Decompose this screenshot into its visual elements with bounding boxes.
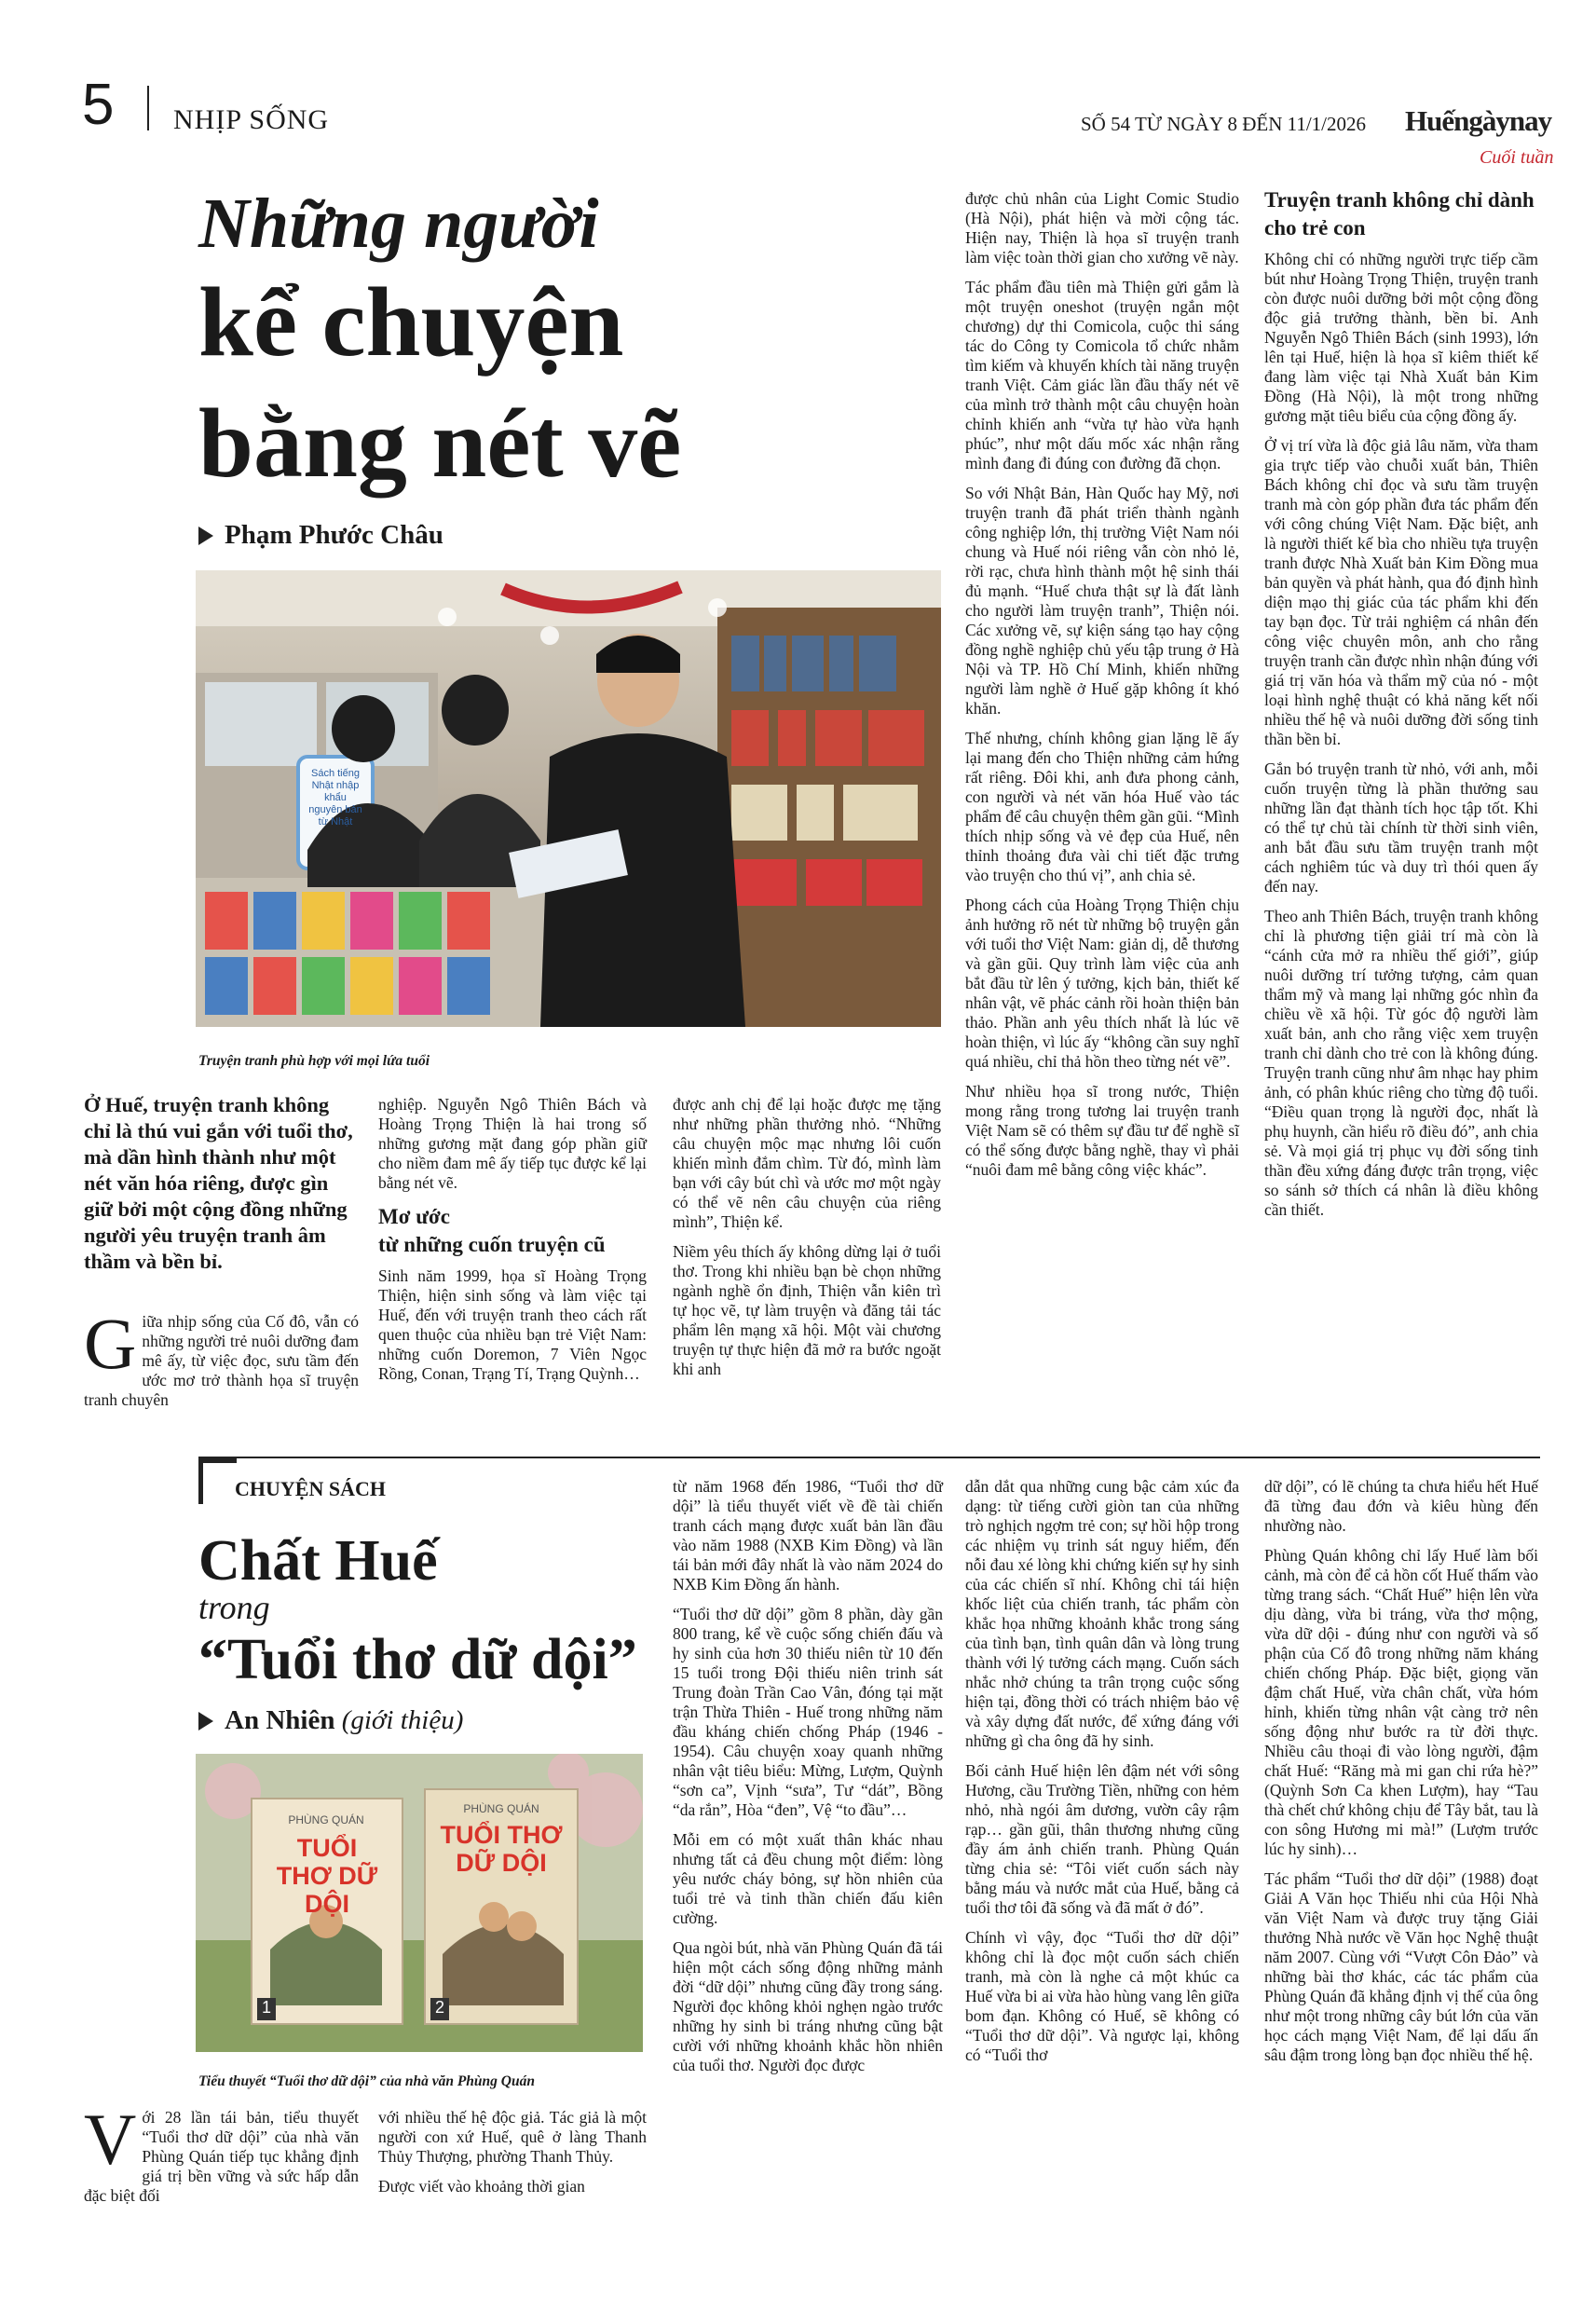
page-number: 5 <box>82 73 115 137</box>
article2-byline <box>198 1705 463 1736</box>
article1-photo <box>196 570 941 1027</box>
section-title: NHỊP SỐNG <box>173 104 330 135</box>
article2-col3-p1: từ năm 1968 đến 1986, “Tuổi thơ dữ dội” là tiểu thuyết viết về đề tài chiến tranh cách mạng được xuất bản lần đầu vào năm 1988 (NXB Kim Đồng) và lần tái bản mới đây nhất là vào năm 2024 do NXB Kim Đồng ấn hành. <box>673 1477 943 1594</box>
article2-col4-p2: Bối cảnh Huế hiện lên đậm nét với sông Hương, cầu Trường Tiền, những con hẻm nhỏ, nhà ngói âm dương, vườn cây rậm rạp… gần gũi, thân thương nhưng cũng đầy ám ảnh chiến tranh. Phùng Quán từng chia sẻ: “Tôi viết cuốn sách này bằng máu và nước mắt của Huế, bằng cả tuổi thơ tôi đã sống và đã mất ở đó”. <box>965 1761 1239 1917</box>
article2-column-3 <box>673 1477 943 2086</box>
article1-col5-p2: Ở vị trí vừa là độc giả lâu năm, vừa tham gia trực tiếp vào chuỗi xuất bản, Thiên Bách không chỉ đọc và sưu tầm truyện tranh mà còn góp phần đưa tác phẩm đến với công chúng Việt Nam. Đặc biệt, anh là người thiết kế bìa cho nhiều tựa truyện tranh được Nhà Xuất bản Kim Đồng mua bản quyền và phát hành, qua đó định hình diện mạo thị giác của tác phẩm khi đến tay bạn đọc. Từ trải nghiệm cá nhân đến công việc chuyên môn, anh cho rằng truyện tranh cần được nhìn nhận đúng với giá trị văn hóa và thẩm mỹ của nó - một loại hình nghệ thuật có khả năng kết nối nhiều thế hệ và nuôi dưỡng đời sống tinh thần bền bỉ. <box>1264 436 1538 748</box>
article2-photo <box>196 1754 643 2052</box>
article2-dropcap: V <box>84 2099 137 2180</box>
article1-column-5 <box>1264 186 1538 1230</box>
article1-col2-p1: nghiệp. Nguyễn Ngô Thiên Bách và Hoàng Trọng Thiện là hai trong số những gương mặt đang góp phần giữ cho niềm đam mê ấy tiếp tục được kể lại bằng nét vẽ. <box>378 1095 647 1192</box>
article2-column-2 <box>378 2108 647 2207</box>
article1-column-3 <box>673 1095 941 1389</box>
book2-title: TUỔI THƠ DỮ DỘI <box>440 1821 563 1877</box>
article1-col5-p1: Không chỉ có những người trực tiếp cầm bút như Hoàng Trọng Thiện, truyện tranh còn được nuôi dưỡng bởi một cộng đồng độc giả trưởng thành, bền bỉ. Anh Nguyễn Ngô Thiên Bách (sinh 1993), lớn lên tại Huế, hiện là họa sĩ kiêm thiết kế đang làm việc tại Nhà Xuất bản Kim Đồng (Hà Nội), là một trong những gương mặt tiêu biểu của cộng đồng ấy. <box>1264 250 1538 425</box>
article2-kicker: CHUYỆN SÁCH <box>235 1477 386 1500</box>
article1-title-line1: Những người <box>198 185 599 263</box>
article-separator <box>198 1457 1540 1458</box>
article2-column-4 <box>965 1477 1239 2075</box>
article2-col5-p1: dữ dội”, có lẽ chúng ta chưa hiểu hết Huế đã từng đau đớn và kiêu hùng đến nhường nào. <box>1264 1477 1538 1535</box>
article1-intro: iữa nhịp sống của Cố đô, vẫn có những người trẻ nuôi dưỡng đam mê ấy, từ việc đọc, sưu tầm đến ước mơ trở thành họa sĩ truyện tranh chuyên <box>84 1312 359 1409</box>
article1-col4-p5: Phong cách của Hoàng Trọng Thiện chịu ảnh hưởng rõ nét từ những bộ truyện gắn với tuổi thơ Việt Nam: giản dị, dễ thương và gần gũi. Quy trình làm việc của anh bắt đầu từ lên ý tưởng, kịch bản, thiết kế nhân vật, vẽ phác cảnh rồi hoàn thiện bản thảo. Phần anh yêu thích nhất là lúc vẽ hoàn thiện, vì lúc ấy “không cần suy nghĩ quá nhiều, chỉ thả hồn theo từng nét vẽ”. <box>965 896 1239 1071</box>
article1-title-line2: kể chuyện <box>198 267 624 376</box>
article1-col5-p3: Gắn bó truyện tranh từ nhỏ, với anh, mỗi cuốn truyện từng là phần thưởng sau những lần đạt thành tích học tập tốt. Khi có thể tự chủ tài chính từ thời sinh viên, anh bắt đầu sưu tầm truyện tranh một cách nghiêm túc và duy trì thói quen ấy đến nay. <box>1264 759 1538 896</box>
brand-logo: Huếngàynay <box>1405 104 1552 137</box>
article1-col5-p4: Theo anh Thiên Bách, truyện tranh không chỉ là phương tiện giải trí mà còn là “cánh cửa mở ra nhiều thế giới”, giúp nuôi dưỡng trí tưởng tượng, cảm quan thẩm mỹ và mang lại những góc nhìn đa chiều về xã hội. Từ góc độ người làm xuất bản, anh cho rằng việc xem truyện tranh chỉ dành cho trẻ con là không đúng. Truyện tranh cũng như âm nhạc hay phim ảnh, có phân khúc riêng cho từng độ tuổi. “Điều quan trọng là người đọc, nhất là phụ huynh, cần hiểu rõ điều đó”, anh chia sẻ. Và mọi giá trị phục vụ đời sống tinh thần đều xứng đáng được trân trọng, việc so sánh sở thích cá nhân là điều không cần thiết. <box>1264 907 1538 1219</box>
article1-col4-p2: Tác phẩm đầu tiên mà Thiện gửi gắm là một truyện oneshot (truyện ngắn một chương) dự thi Comicola, cuộc thi sáng tác do Công ty Comicola tổ chức nhằm tìm kiếm và khuyến khích tài năng truyện tranh Việt. Cảm giác lần đầu thấy nét vẽ của mình trở thành một câu chuyện hoàn chỉnh khiến anh “vừa tự hào vừa hạnh phúc”, như một dấu mốc xác nhận rằng mình đang đi đúng con đường đã chọn. <box>965 278 1239 472</box>
article1-col3-p1: được anh chị để lại hoặc được mẹ tặng như những phần thưởng nhỏ. “Những câu chuyện mộc mạc nhưng lôi cuốn khiến mình đắm chìm. Từ đó, mình làm bạn với cây bút chì và ước mơ một ngày có thể vẽ nên câu chuyện của riêng mình”, Thiện kể. <box>673 1095 941 1231</box>
kicker-box-icon <box>198 1458 237 1504</box>
article2-column-5 <box>1264 1477 1538 2075</box>
book2-volume: 2 <box>430 1998 449 2020</box>
article1-byline <box>198 520 443 551</box>
article1-col2-p2: Sinh năm 1999, họa sĩ Hoàng Trọng Thiện, hiện sinh sống và làm việc tại Huế, đến với truyện tranh theo cách rất quen thuộc của nhiều bạn trẻ Việt Nam: những cuốn Doremon, 7 Viên Ngọc Rồng, Conan, Trạng Tí, Trạng Quỳnh… <box>378 1266 647 1383</box>
article2-intro: ới 28 lần tái bản, tiểu thuyết “Tuổi thơ dữ dội” của nhà văn Phùng Quán tiếp tục khẳng định giá trị bền vững và sức hấp dẫn đặc biệt đối <box>84 2108 359 2205</box>
book1-volume: 1 <box>257 1998 276 2020</box>
article2-col5-p2: Phùng Quán không chỉ lấy Huế làm bối cảnh, mà còn để cả hồn cốt Huế thấm vào từng trang sách. “Chất Huế” hiện lên vừa dịu dàng, vừa bi tráng, vừa thơ mộng, vừa dữ dội - đúng như con người và số phận của Cố đô trong những năm kháng chiến chống Pháp. Đặc biệt, giọng văn đậm chất Huế, vừa chân chất, vừa hóm hỉnh, khiến từng nhân vật càng trở nên sống động như bước ra từ đời thực. Nhiều câu thoại đi vào lòng người, đậm chất Huế: “Răng mà mi gan chi rứa hè?” (Quỳnh Sơn Ca khen Lượm), hay “Tau thà chết chứ không chịu để Tây bắt, tau là con sông Hương mi mà!” (Lượm trước lúc hy sinh)… <box>1264 1546 1538 1858</box>
book1-author: PHÙNG QUÁN <box>288 1813 364 1826</box>
article1-title-line3: bằng nét vẽ <box>198 389 682 498</box>
issue-info: SỐ 54 TỪ NGÀY 8 ĐẾN 11/1/2026 <box>1081 113 1367 135</box>
article2-col3-p3: Mỗi em có một xuất thân khác nhau nhưng tất cả đều chung một điểm: lòng yêu nước cháy bỏng, sự hồn nhiên của tuổi trẻ và tinh thần chiến đấu kiên cường. <box>673 1830 943 1927</box>
article1-subheading-1: Mơ ước từ những cuốn truyện cũ <box>378 1205 606 1256</box>
book2-author: PHÙNG QUÁN <box>463 1802 539 1815</box>
article1-col3-p2: Niềm yêu thích ấy không dừng lại ở tuổi thơ. Trong khi nhiều bạn bè chọn những ngành nghề ổn định, Thiện vẫn kiên trì tự học vẽ, tự làm truyện và đăng tải tác phẩm lên mạng xã hội. Một vài chương truyện tự thực hiện đã mở ra bước ngoặt khi anh <box>673 1242 941 1378</box>
photo-sign-text: Sách tiếng Nhật nhập khẩu nguyên bản từ Nhật <box>308 768 362 828</box>
article2-author: An Nhiên <box>225 1705 335 1735</box>
byline-arrow-icon <box>198 527 213 545</box>
article2-photo-caption: Tiểu thuyết “Tuổi thơ dữ dội” của nhà văn Phùng Quán <box>198 2073 535 2089</box>
byline-arrow-icon <box>198 1712 213 1731</box>
article1-col4-p4: Thế nhưng, chính không gian lặng lẽ ấy lại mang đến cho Thiện những cảm hứng rất riêng. Đôi khi, anh đưa phong cảnh, con người và nét văn hóa Huế vào tác phẩm để câu chuyện thêm gần gũi. “Mình thích nhịp sống và vẻ đẹp của Huế, nên thỉnh thoảng đưa vài chi tiết đặc trưng vào truyện cho thú vị”, anh chia sẻ. <box>965 729 1239 884</box>
article2-col2-p1: với nhiều thế hệ độc giả. Tác giả là một người con xứ Huế, quê ở làng Thanh Thủy Thượng, phường Thanh Thủy. <box>378 2108 647 2166</box>
article2-title-line1: Chất Huế <box>198 1529 438 1593</box>
brand-subtitle: Cuối tuần <box>1480 147 1554 168</box>
article1-column-2 <box>378 1095 647 1394</box>
article1-lead: Ở Huế, truyện tranh không chỉ là thú vui gắn với tuổi thơ, mà dần hình thành như một nét văn hóa riêng, được gìn giữ bởi một cộng đồng những người yêu truyện tranh âm thầm và bền bỉ. <box>84 1093 353 1273</box>
header-divider <box>147 86 149 130</box>
article1-col4-p6: Như nhiều họa sĩ trong nước, Thiện mong rằng trong tương lai truyện tranh Việt Nam sẽ có thêm sự đầu tư để nghề sĩ có thể sống được bằng nghề, thay vì phải “nuôi đam mê bằng công việc khác”. <box>965 1082 1239 1179</box>
article2-col3-p2: “Tuổi thơ dữ dội” gồm 8 phần, dày gần 800 trang, kể về cuộc sống chiến đấu và hy sinh của hơn 30 thiếu niên từ 10 đến 15 tuổi trong Đội thiếu niên trinh sát Trung đoàn Trần Cao Vân, đóng tại mặt trận Thừa Thiên - Huế trong những năm đầu kháng chiến chống Pháp (1946 - 1954). Câu chuyện xoay quanh những nhân vật tiêu biểu: Mừng, Lượm, Quỳnh “sơn ca”, Vịnh “sưa”, Tư “dát”, Bồng “da rắn”, Hòa “đen”, Vệ “to đầu”… <box>673 1605 943 1819</box>
article1-column-4 <box>965 189 1239 1190</box>
article2-column-1 <box>84 2099 359 2216</box>
article2-author-note: (giới thiệu) <box>341 1705 464 1735</box>
article2-col2-p2: Được viết vào khoảng thời gian <box>378 2177 585 2196</box>
article1-dropcap: G <box>84 1303 137 1384</box>
article1-col4-p3: So với Nhật Bản, Hàn Quốc hay Mỹ, nơi truyện tranh đã phát triển thành ngành công nghiệp lớn, thị trường Việt Nam nói chung và Huế nói riêng vẫn còn nhỏ lẻ, rời rạc, chưa hình thành một hệ sinh thái đủ mạnh. “Huế chưa thật sự là đất lành cho người làm truyện tranh”, Thiện nói. Các xưởng vẽ, sự kiện sáng tạo hay cộng đồng nghề nghiệp chủ yếu tập trung ở Hà Nội và TP. Hồ Chí Minh, khiến những người làm nghề ở Huế gặp không ít khó khăn. <box>965 484 1239 718</box>
article1-subheading-2: Truyện tranh không chỉ dành cho trẻ con <box>1264 188 1535 239</box>
article1-col4-p1: được chủ nhân của Light Comic Studio (Hà Nội), phát hiện và mời cộng tác. Hiện nay, Thiện là họa sĩ truyện tranh làm việc toàn thời gian cho xưởng vẽ này. <box>965 189 1239 267</box>
article2-col4-p3: Chính vì vậy, đọc “Tuổi thơ dữ dội” không chỉ là đọc một cuốn sách chiến tranh, mà còn là nghe cả một khúc ca Huế vừa bi ai vừa hào hùng vang lên giữa bom đạn. Không có Huế, sẽ không có “Tuổi thơ dữ dội”. Và ngược lại, không có “Tuổi thơ <box>965 1928 1239 2064</box>
article1-author: Phạm Phước Châu <box>225 520 443 550</box>
article2-title-trong: trong <box>198 1589 270 1626</box>
book1-title: TUỔI THƠ DỮ DỘI <box>276 1834 378 1918</box>
article1-column-1 <box>84 1092 359 1420</box>
article2-col3-p4: Qua ngòi bút, nhà văn Phùng Quán đã tái hiện một cách sống động những mảnh đời “dữ dội” nhưng cũng đầy trong sáng. Người đọc không khỏi nghẹn ngào trước những hy sinh bi tráng nhưng cũng bật cười với những khoảnh khắc hồn nhiên của tuổi thơ. Người đọc được <box>673 1938 943 2074</box>
article2-col5-p3: Tác phẩm “Tuổi thơ dữ dội” (1988) đoạt Giải A Văn học Thiếu nhi của Hội Nhà văn Việt Nam và được truy tặng Giải thưởng Nhà nước về Văn học Nghệ thuật năm 2007. Cùng với “Vượt Côn Đảo” và những bài thơ khác, các tác phẩm của Phùng Quán đã khẳng định vị thế của ông như một trong những cây bút lớn của văn học cách mạng Việt Nam, để lại dấu ấn sâu đậm trong lòng bạn đọc nhiều thế hệ. <box>1264 1869 1538 2064</box>
article2-title-line2: “Tuổi thơ dữ dội” <box>198 1628 637 1691</box>
article1-photo-caption: Truyện tranh phù hợp với mọi lứa tuổi <box>198 1053 430 1069</box>
article2-col4-p1: dẫn dắt qua những cung bậc cảm xúc đa dạng: từ tiếng cười giòn tan của những trò nghịch ngợm trẻ con; sự hồi hộp trong các nhiệm vụ trinh sát nguy hiểm, đến nỗi đau xé lòng khi chứng kiến sự hy sinh của các chiến sĩ nhí. Không chỉ tái hiện khốc liệt của chiến tranh, tác phẩm còn khắc họa những khoảnh khắc trong sáng của tình bạn, tình quân dân và lòng trung thành với lý tưởng cách mạng. Cuốn sách nhắc nhở chúng ta trân trọng cuộc sống hiện tại, đồng thời có trách nhiệm bảo vệ và xây dựng đất nước, để xứng đáng với những gì cha ông đã hy sinh. <box>965 1477 1239 1750</box>
